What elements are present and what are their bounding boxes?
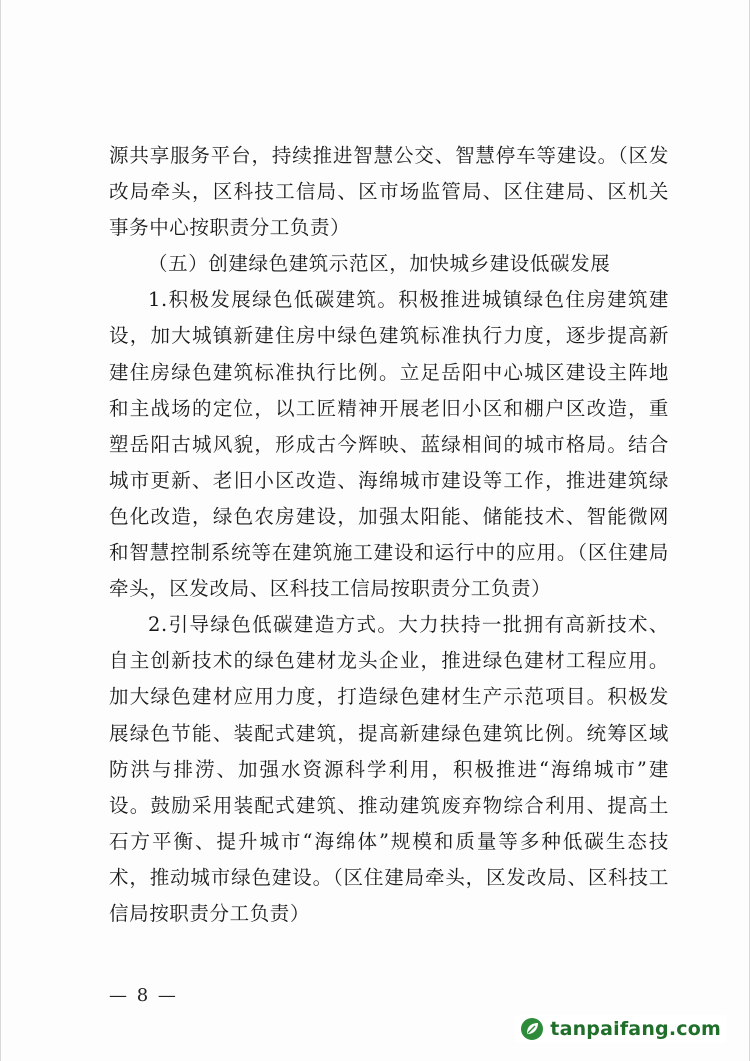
page-number: — 8 — [109, 985, 178, 1006]
paragraph-green-building: 1.积极发展绿色低碳建筑。积极推进城镇绿色住房建筑建设，加大城镇新建住房中绿色建筑标准执行力度，逐步提高新建住房绿色建筑标准执行比例。立足岳阳中心城区建设主阵地和主战场的定位，以工匠精神开展老旧小区和棚户区改造，重塑岳阳古城风貌，形成古今辉映、蓝绿相间的城市格局。结合城市更新、老旧小区改造、海绵城市建设等工作，推进建筑绿色化改造，绿色农房建设，加强太阳能、储能技术、智能微网和智慧控制系统等在建筑施工建设和运行中的应用。（区住建局牵头，区发改局、区科技工信局按职责分工负责） [109, 288, 669, 601]
watermark-text: tanpaifang.com [550, 1018, 721, 1040]
paragraph-green-construction: 2.引导绿色低碳建造方式。大力扶持一批拥有高新技术、自主创新技术的绿色建材龙头企业，推进绿色建材工程应用。加大绿色建材应用力度，打造绿色建材生产示范项目。积极发展绿色节能、装配式建筑，提高新建绿色建筑比例。统筹区域防洪与排涝、加强水资源科学利用，积极推进“海绵城市”建设。鼓励采用装配式建筑、推动建筑废弃物综合利用、提高土石方平衡、提升城市“海绵体”规模和质量等多种低碳生态技术，推动城市绿色建设。（区住建局牵头，区发改局、区科技工信局按职责分工负责） [109, 613, 669, 925]
site-watermark [514, 1015, 727, 1043]
section-heading: （五）创建绿色建筑示范区，加快城乡建设低碳发展 [148, 252, 611, 276]
paragraph-continuation: 源共享服务平台，持续推进智慧公交、智慧停车等建设。（区发改局牵头，区科技工信局、区市场监管局、区住建局、区机关事务中心按职责分工负责） [109, 144, 669, 240]
document-body [109, 138, 669, 932]
leaf-logo-icon [520, 1017, 544, 1041]
